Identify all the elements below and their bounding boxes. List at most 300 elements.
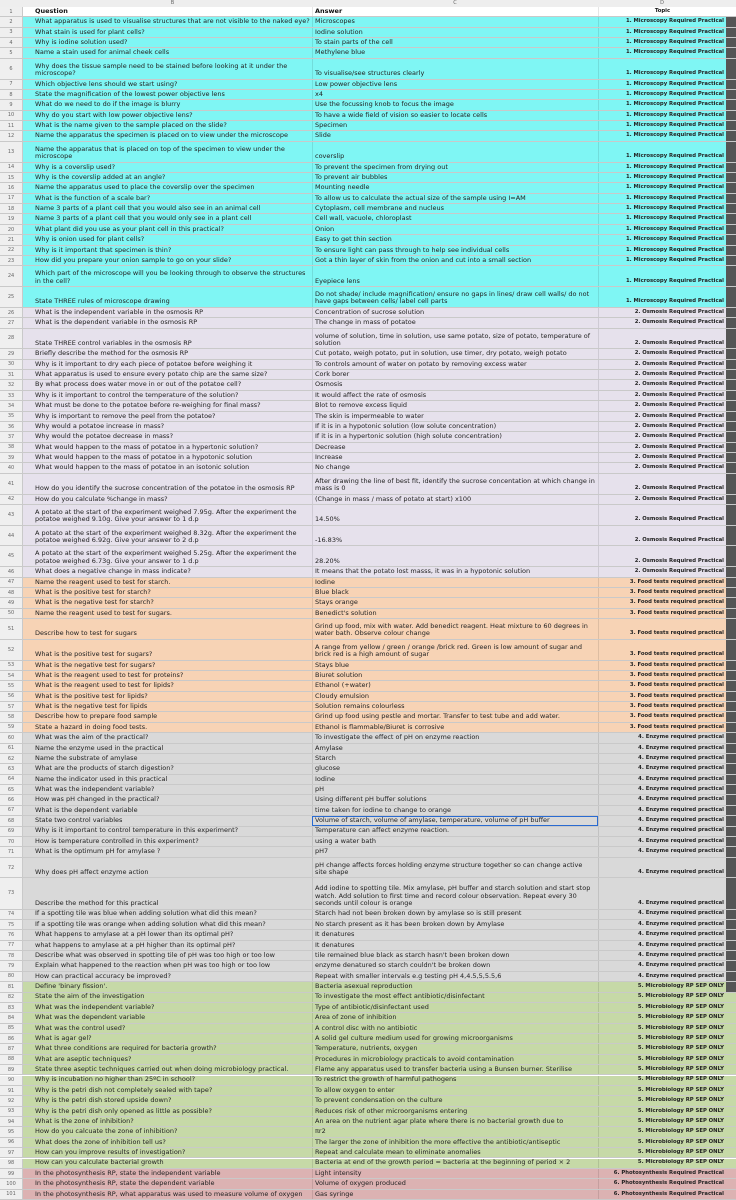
answer-cell[interactable]: 28.20% — [312, 546, 598, 566]
question-cell[interactable]: State the aim of the investigation — [35, 992, 145, 1001]
row-number[interactable]: 54 — [0, 671, 23, 680]
topic-cell[interactable]: 3. Food tests required practical — [598, 671, 726, 680]
topic-cell[interactable]: 2. Osmosis Required Practical — [598, 401, 726, 410]
row-number[interactable]: 7 — [0, 80, 23, 89]
topic-cell[interactable]: 1. Microscopy Required Practical — [598, 163, 726, 172]
topic-cell[interactable]: 3. Food tests required practical — [598, 578, 726, 587]
row-number[interactable]: 99 — [0, 1169, 23, 1178]
table-row[interactable] — [0, 266, 736, 287]
table-row[interactable] — [0, 131, 736, 141]
question-cell[interactable]: What do we need to do if the image is blurry — [35, 100, 181, 109]
row-number[interactable]: 2 — [0, 17, 23, 26]
question-cell[interactable]: Name a stain used for animal cheek cells — [35, 48, 170, 57]
topic-cell[interactable]: 5. Microbiology RP SEP ONLY — [598, 982, 726, 991]
question-cell[interactable]: Describe the method for this practical — [35, 899, 159, 908]
row-number[interactable]: 27 — [0, 318, 23, 327]
row-number[interactable]: 71 — [0, 847, 23, 856]
table-row[interactable] — [0, 827, 736, 837]
table-row[interactable] — [0, 443, 736, 453]
answer-cell[interactable]: using a water bath — [312, 837, 598, 846]
answer-cell[interactable]: Slide — [312, 131, 598, 140]
row-number[interactable]: 5 — [0, 48, 23, 57]
table-row[interactable] — [0, 28, 736, 38]
row-number[interactable]: 17 — [0, 194, 23, 203]
topic-cell[interactable]: 5. Microbiology RP SEP ONLY — [598, 1127, 726, 1136]
topic-cell[interactable]: 1. Microscopy Required Practical — [598, 204, 726, 213]
answer-cell[interactable]: No starch present as it has been broken down by Amylase — [312, 920, 598, 929]
answer-cell[interactable]: To stain parts of the cell — [312, 38, 598, 47]
row-number[interactable]: 80 — [0, 972, 23, 981]
topic-cell[interactable]: 5. Microbiology RP SEP ONLY — [598, 1086, 726, 1095]
row-number[interactable]: 75 — [0, 920, 23, 929]
table-row[interactable] — [0, 287, 736, 308]
row-number[interactable]: 23 — [0, 256, 23, 265]
question-cell[interactable]: What is agar gel? — [35, 1034, 92, 1042]
answer-cell[interactable]: Onion — [312, 225, 598, 234]
topic-cell[interactable]: 1. Microscopy Required Practical — [598, 38, 726, 47]
row-number[interactable]: 70 — [0, 837, 23, 846]
question-cell[interactable]: Why is the petri dish only opened as little as possible? — [35, 1106, 212, 1115]
table-row[interactable] — [0, 163, 736, 173]
table-row[interactable] — [0, 878, 736, 909]
question-cell[interactable]: In the photosynthesis RP, what apparatus was used to measure volume of oxygen — [35, 1189, 303, 1198]
topic-cell[interactable]: 3. Food tests required practical — [598, 598, 726, 607]
answer-cell[interactable]: Use the focussing knob to focus the image — [312, 100, 598, 109]
row-number[interactable]: 98 — [0, 1159, 23, 1168]
answer-cell[interactable]: Area of zone of inhibition — [312, 1013, 598, 1022]
row-number[interactable]: 15 — [0, 173, 23, 182]
row-number[interactable]: 59 — [0, 723, 23, 732]
answer-cell[interactable]: Got a thin layer of skin from the onion and cut into a small section — [312, 256, 598, 265]
topic-cell[interactable]: 2. Osmosis Required Practical — [598, 463, 726, 472]
row-number[interactable]: 29 — [0, 349, 23, 358]
answer-cell[interactable]: Blot to remove excess liquid — [312, 401, 598, 410]
answer-cell[interactable]: It denatures — [312, 941, 598, 950]
table-row[interactable] — [0, 837, 736, 847]
table-row[interactable] — [0, 1044, 736, 1054]
topic-cell[interactable]: 2. Osmosis Required Practical — [598, 453, 726, 462]
question-cell[interactable]: Why is onion used for plant cells? — [35, 235, 145, 244]
table-row[interactable] — [0, 225, 736, 235]
row-number[interactable]: 66 — [0, 795, 23, 804]
question-cell[interactable]: Name the apparatus that is placed on top of the specimen to view under the microscope — [35, 144, 285, 161]
answer-cell[interactable]: Methylene blue — [312, 48, 598, 57]
table-row[interactable] — [0, 214, 736, 224]
topic-cell[interactable]: 4. Enzyme required practical — [598, 920, 726, 929]
table-row[interactable] — [0, 1024, 736, 1034]
answer-cell[interactable]: To investigate the most effect antibiotic/disinfectant — [312, 993, 598, 1002]
table-row[interactable] — [0, 712, 736, 722]
row-number[interactable]: 20 — [0, 225, 23, 234]
row-number[interactable]: 96 — [0, 1138, 23, 1147]
table-row[interactable] — [0, 941, 736, 951]
topic-cell[interactable]: Topic — [598, 7, 726, 16]
answer-cell[interactable]: To restrict the growth of harmful pathogens — [312, 1076, 598, 1085]
topic-cell[interactable]: 2. Osmosis Required Practical — [598, 443, 726, 452]
question-cell[interactable]: What happens to amylase at a pH lower than its optimal pH? — [35, 930, 234, 939]
question-cell[interactable]: Why is a coverslip used? — [35, 162, 116, 171]
question-cell[interactable]: What would happen to the mass of potatoe in a hypertonic solution? — [35, 442, 259, 451]
question-cell[interactable]: Why would a potatoe increase in mass? — [35, 421, 165, 430]
row-number[interactable]: 74 — [0, 910, 23, 919]
topic-cell[interactable]: 4. Enzyme required practical — [598, 847, 726, 856]
row-number[interactable]: 88 — [0, 1055, 23, 1064]
question-cell[interactable]: How do you calculate %change in mass? — [35, 494, 168, 503]
topic-cell[interactable]: 4. Enzyme required practical — [598, 878, 726, 908]
table-row[interactable] — [0, 1190, 736, 1200]
question-cell[interactable]: How do you calcuate the zone of inhibition? — [35, 1127, 178, 1136]
question-cell[interactable]: Name the reagent used to test for starch. — [35, 577, 171, 586]
row-number[interactable]: 89 — [0, 1065, 23, 1074]
table-row[interactable] — [0, 183, 736, 193]
question-cell[interactable]: Name the substrate of amylase — [35, 753, 138, 762]
row-number[interactable]: 93 — [0, 1107, 23, 1116]
table-row[interactable] — [0, 194, 736, 204]
table-row[interactable] — [0, 546, 736, 567]
row-number[interactable]: 33 — [0, 391, 23, 400]
table-row[interactable] — [0, 48, 736, 58]
table-row[interactable] — [0, 256, 736, 266]
question-cell[interactable]: Name 3 parts of a plant cell that you would only see in a plant cell — [35, 214, 252, 223]
answer-cell[interactable]: A range from yellow / green / orange /brick red. Green is low amount of sugar and brick red is a high amount of sugar — [312, 640, 598, 660]
answer-cell[interactable]: Light intensity — [312, 1169, 598, 1178]
question-cell[interactable]: Describe how to prepare food sample — [35, 712, 158, 721]
answer-cell[interactable]: To visualise/see structures clearly — [312, 59, 598, 79]
question-cell[interactable]: what happens to amylase at a pH higher than its optimal pH? — [35, 940, 236, 949]
row-number[interactable]: 39 — [0, 453, 23, 462]
row-number[interactable]: 100 — [0, 1179, 23, 1188]
table-row[interactable] — [0, 785, 736, 795]
topic-cell[interactable]: 3. Food tests required practical — [598, 681, 726, 690]
answer-cell[interactable]: Do not shade/ include magnification/ ensure no gaps in lines/ draw cell walls/ do not have gaps between cells/ label cell parts — [312, 287, 598, 307]
row-number[interactable]: 68 — [0, 816, 23, 825]
row-number[interactable]: 28 — [0, 329, 23, 349]
question-cell[interactable]: What is the name given to the sample placed on the slide? — [35, 121, 227, 130]
answer-cell[interactable]: coverslip — [312, 142, 598, 162]
table-row[interactable] — [0, 173, 736, 183]
table-row[interactable] — [0, 59, 736, 80]
answer-cell[interactable]: glucose — [312, 764, 598, 773]
answer-cell[interactable]: Starch — [312, 754, 598, 763]
topic-cell[interactable]: 1. Microscopy Required Practical — [598, 111, 726, 120]
topic-cell[interactable]: 4. Enzyme required practical — [598, 816, 726, 825]
table-row[interactable] — [0, 920, 736, 930]
table-row[interactable] — [0, 733, 736, 743]
answer-cell[interactable]: Blue black — [312, 588, 598, 597]
topic-cell[interactable]: 1. Microscopy Required Practical — [598, 28, 726, 37]
question-cell[interactable]: Name the apparatus used to place the coverslip over the specimen — [35, 183, 255, 192]
table-row[interactable] — [0, 1138, 736, 1148]
answer-cell[interactable]: pH — [312, 785, 598, 794]
answer-cell[interactable]: To allow oxygen to enter — [312, 1086, 598, 1095]
topic-cell[interactable]: 4. Enzyme required practical — [598, 972, 726, 981]
table-row[interactable] — [0, 578, 736, 588]
table-row[interactable] — [0, 1148, 736, 1158]
row-number[interactable]: 94 — [0, 1117, 23, 1126]
answer-cell[interactable]: Starch had not been broken down by amylase so is still present — [312, 910, 598, 919]
table-row[interactable] — [0, 1003, 736, 1013]
column-header-c[interactable]: C — [453, 0, 457, 6]
row-number[interactable]: 92 — [0, 1096, 23, 1105]
question-cell[interactable]: What was the independent variable? — [35, 1002, 155, 1011]
answer-cell[interactable]: To prevent condensation on the culture — [312, 1096, 598, 1105]
topic-cell[interactable]: 3. Food tests required practical — [598, 588, 726, 597]
question-cell[interactable]: What is the optimum pH for amylase ? — [35, 847, 161, 856]
answer-cell[interactable]: Iodine — [312, 578, 598, 587]
table-row[interactable] — [0, 661, 736, 671]
answer-cell[interactable]: Add iodine to spotting tile. Mix amylase, pH buffer and starch solution and start stop watch. Add solution to first time and record colour observation. Repeat every 30 seconds until colour is orange — [312, 878, 598, 908]
table-row[interactable] — [0, 474, 736, 495]
table-row[interactable] — [0, 1159, 736, 1169]
topic-cell[interactable]: 5. Microbiology RP SEP ONLY — [598, 1013, 726, 1022]
topic-cell[interactable]: 2. Osmosis Required Practical — [598, 495, 726, 504]
answer-cell[interactable]: To controls amount of water on potato by removing excess water — [312, 360, 598, 369]
question-cell[interactable]: Question — [35, 7, 68, 15]
topic-cell[interactable]: 2. Osmosis Required Practical — [598, 391, 726, 400]
table-row[interactable] — [0, 598, 736, 608]
table-row[interactable] — [0, 329, 736, 350]
answer-cell[interactable]: To ensure light can pass through to help see individual cells — [312, 246, 598, 255]
question-cell[interactable]: If a spotting tile was orange when adding solution what did this mean? — [35, 919, 266, 928]
table-row[interactable] — [0, 993, 736, 1003]
answer-cell[interactable]: Mounting needle — [312, 183, 598, 192]
question-cell[interactable]: Why is it important to control the temperature of the solution? — [35, 390, 239, 399]
topic-cell[interactable]: 1. Microscopy Required Practical — [598, 183, 726, 192]
answer-cell[interactable]: Solution remains colourless — [312, 702, 598, 711]
question-cell[interactable]: What three conditions are required for bacteria growth? — [35, 1044, 217, 1053]
topic-cell[interactable]: 5. Microbiology RP SEP ONLY — [598, 1065, 726, 1074]
row-number[interactable]: 38 — [0, 443, 23, 452]
topic-cell[interactable]: 2. Osmosis Required Practical — [598, 308, 726, 317]
question-cell[interactable]: How did you prepare your onion sample to go on your slide? — [35, 255, 232, 264]
answer-cell[interactable]: time taken for iodine to change to orange — [312, 806, 598, 815]
row-number[interactable]: 19 — [0, 214, 23, 223]
topic-cell[interactable]: 2. Osmosis Required Practical — [598, 370, 726, 379]
row-number[interactable]: 18 — [0, 204, 23, 213]
topic-cell[interactable]: 4. Enzyme required practical — [598, 754, 726, 763]
answer-cell[interactable]: πr2 — [312, 1127, 598, 1136]
row-number[interactable]: 4 — [0, 38, 23, 47]
table-row[interactable] — [0, 17, 736, 27]
topic-cell[interactable]: 2. Osmosis Required Practical — [598, 474, 726, 494]
topic-cell[interactable]: 2. Osmosis Required Practical — [598, 412, 726, 421]
question-cell[interactable]: State the magnification of the lowest power objective lens — [35, 89, 225, 98]
row-number[interactable]: 50 — [0, 609, 23, 618]
question-cell[interactable]: What was the control used? — [35, 1023, 126, 1032]
topic-cell[interactable]: 1. Microscopy Required Practical — [598, 287, 726, 307]
answer-cell[interactable]: Bacteria asexual reproduction — [312, 982, 598, 991]
topic-cell[interactable]: 3. Food tests required practical — [598, 692, 726, 701]
topic-cell[interactable]: 3. Food tests required practical — [598, 723, 726, 732]
topic-cell[interactable]: 1. Microscopy Required Practical — [598, 173, 726, 182]
question-cell[interactable]: What plant did you use as your plant cell in this practical? — [35, 224, 224, 233]
row-number[interactable]: 43 — [0, 505, 23, 525]
topic-cell[interactable]: 6. Photosynthesis Required Practical — [598, 1190, 726, 1199]
column-header-d[interactable]: D — [660, 0, 664, 6]
topic-cell[interactable]: 2. Osmosis Required Practical — [598, 360, 726, 369]
answer-cell[interactable]: Cell wall, vacuole, chloroplast — [312, 214, 598, 223]
answer-cell[interactable]: Increase — [312, 453, 598, 462]
row-number[interactable]: 90 — [0, 1076, 23, 1085]
row-number[interactable]: 85 — [0, 1024, 23, 1033]
answer-cell[interactable]: volume of solution, time in solution, use same potato, size of potato, temperature of solution — [312, 329, 598, 349]
table-row[interactable] — [0, 1127, 736, 1137]
row-number[interactable]: 65 — [0, 785, 23, 794]
answer-cell[interactable]: Using different pH buffer solutions — [312, 795, 598, 804]
question-cell[interactable]: How do you identify the sucrose concentration of the potatoe in the osmosis RP — [35, 484, 295, 493]
table-row[interactable] — [0, 744, 736, 754]
answer-cell[interactable]: Procedures in microbiology practicals to avoid contamination — [312, 1055, 598, 1064]
row-number[interactable]: 24 — [0, 266, 23, 286]
question-cell[interactable]: Name 3 parts of a plant cell that you would also see in an animal cell — [35, 204, 261, 213]
question-cell[interactable]: What is the reagent used to test for proteins? — [35, 670, 184, 679]
answer-cell[interactable]: Answer — [312, 7, 598, 16]
topic-cell[interactable]: 4. Enzyme required practical — [598, 930, 726, 939]
answer-cell[interactable]: A solid gel culture medium used for growing microorganisms — [312, 1034, 598, 1043]
table-row[interactable] — [0, 681, 736, 691]
row-number[interactable]: 51 — [0, 619, 23, 639]
answer-cell[interactable]: Cloudy emulsion — [312, 692, 598, 701]
question-cell[interactable]: Why is the petri dish not completely sealed with tape? — [35, 1085, 213, 1094]
answer-cell[interactable]: (Change in mass / mass of potato at start) x100 — [312, 495, 598, 504]
row-number[interactable]: 6 — [0, 59, 23, 79]
table-row[interactable] — [0, 567, 736, 577]
question-cell[interactable]: What would happen to the mass of potatoe in an isotonic solution — [35, 463, 250, 472]
answer-cell[interactable]: Reduces risk of other microorganisms entering — [312, 1107, 598, 1116]
topic-cell[interactable]: 1. Microscopy Required Practical — [598, 131, 726, 140]
topic-cell[interactable]: 5. Microbiology RP SEP ONLY — [598, 1159, 726, 1168]
answer-cell[interactable]: Stays blue — [312, 661, 598, 670]
table-row[interactable] — [0, 432, 736, 442]
table-row[interactable] — [0, 764, 736, 774]
table-row[interactable] — [0, 401, 736, 411]
question-cell[interactable]: If a spotting tile was blue when adding solution what did this mean? — [35, 909, 257, 918]
topic-cell[interactable]: 6. Photosynthesis Required Practical — [598, 1169, 726, 1178]
topic-cell[interactable]: 4. Enzyme required practical — [598, 910, 726, 919]
row-number[interactable]: 32 — [0, 380, 23, 389]
table-row[interactable] — [0, 1076, 736, 1086]
row-number[interactable]: 31 — [0, 370, 23, 379]
question-cell[interactable]: Why is it important that specimen is thin? — [35, 245, 172, 254]
row-number[interactable]: 26 — [0, 308, 23, 317]
answer-cell[interactable]: To have a wide field of vision so easier to locate cells — [312, 111, 598, 120]
table-row[interactable] — [0, 308, 736, 318]
question-cell[interactable]: How was pH changed in the practical? — [35, 795, 160, 804]
row-number[interactable]: 36 — [0, 422, 23, 431]
topic-cell[interactable]: 5. Microbiology RP SEP ONLY — [598, 1003, 726, 1012]
topic-cell[interactable]: 1. Microscopy Required Practical — [598, 225, 726, 234]
topic-cell[interactable]: 6. Photosynthesis Required Practical — [598, 1179, 726, 1188]
topic-cell[interactable]: 1. Microscopy Required Practical — [598, 80, 726, 89]
topic-cell[interactable]: 4. Enzyme required practical — [598, 806, 726, 815]
table-row[interactable] — [0, 142, 736, 163]
topic-cell[interactable]: 2. Osmosis Required Practical — [598, 349, 726, 358]
topic-cell[interactable]: 4. Enzyme required practical — [598, 744, 726, 753]
topic-cell[interactable]: 5. Microbiology RP SEP ONLY — [598, 1024, 726, 1033]
row-number[interactable]: 76 — [0, 930, 23, 939]
answer-cell[interactable]: Microscopes — [312, 17, 598, 26]
question-cell[interactable]: Name the reagent used to test for sugars. — [35, 608, 172, 617]
answer-cell[interactable]: The larger the zone of inhibition the more effective the antibiotic/antiseptic — [312, 1138, 598, 1147]
topic-cell[interactable]: 1. Microscopy Required Practical — [598, 214, 726, 223]
row-number[interactable]: 61 — [0, 744, 23, 753]
table-row[interactable] — [0, 349, 736, 359]
table-row[interactable] — [0, 930, 736, 940]
question-cell[interactable]: State THREE rules of microscope drawing — [35, 297, 170, 306]
row-number[interactable]: 55 — [0, 681, 23, 690]
answer-cell[interactable]: To investigate the effect of pH on enzyme reaction — [312, 733, 598, 742]
row-number[interactable]: 81 — [0, 982, 23, 991]
row-number[interactable]: 67 — [0, 806, 23, 815]
table-row[interactable] — [0, 775, 736, 785]
topic-cell[interactable]: 1. Microscopy Required Practical — [598, 256, 726, 265]
topic-cell[interactable]: 4. Enzyme required practical — [598, 837, 726, 846]
topic-cell[interactable]: 5. Microbiology RP SEP ONLY — [598, 1034, 726, 1043]
row-number[interactable]: 49 — [0, 598, 23, 607]
row-number[interactable]: 57 — [0, 702, 23, 711]
question-cell[interactable]: What is the negative test for lipids — [35, 702, 148, 710]
row-number[interactable]: 53 — [0, 661, 23, 670]
row-number[interactable]: 30 — [0, 360, 23, 369]
topic-cell[interactable]: 5. Microbiology RP SEP ONLY — [598, 1148, 726, 1157]
topic-cell[interactable]: 4. Enzyme required practical — [598, 775, 726, 784]
question-cell[interactable]: A potato at the start of the experiment weighed 8.32g. After the experiment the potatoe weighed 6.92g. Give your answer to 2 d.p — [35, 528, 297, 545]
table-row[interactable] — [0, 961, 736, 971]
header-row[interactable] — [0, 7, 736, 17]
topic-cell[interactable]: 3. Food tests required practical — [598, 609, 726, 618]
topic-cell[interactable]: 5. Microbiology RP SEP ONLY — [598, 1055, 726, 1064]
question-cell[interactable]: Why is it important to control temperature in this experiment? — [35, 826, 239, 835]
answer-cell[interactable]: x4 — [312, 90, 598, 99]
topic-cell[interactable]: 4. Enzyme required practical — [598, 858, 726, 878]
question-cell[interactable]: What is the dependent variable in the osmosis RP — [35, 318, 198, 327]
question-cell[interactable]: What is the negative test for starch? — [35, 598, 154, 607]
question-cell[interactable]: What is the positive test for starch? — [35, 587, 151, 596]
table-row[interactable] — [0, 80, 736, 90]
row-number[interactable]: 87 — [0, 1044, 23, 1053]
table-row[interactable] — [0, 391, 736, 401]
row-number[interactable]: 3 — [0, 28, 23, 37]
topic-cell[interactable]: 4. Enzyme required practical — [598, 961, 726, 970]
topic-cell[interactable]: 1. Microscopy Required Practical — [598, 266, 726, 286]
table-row[interactable] — [0, 370, 736, 380]
row-number[interactable]: 78 — [0, 951, 23, 960]
row-number[interactable]: 63 — [0, 764, 23, 773]
row-number[interactable]: 72 — [0, 858, 23, 878]
question-cell[interactable]: In the photosynthesis RP, state the dependent variable — [35, 1179, 215, 1188]
table-row[interactable] — [0, 982, 736, 992]
topic-cell[interactable]: 1. Microscopy Required Practical — [598, 100, 726, 109]
table-row[interactable] — [0, 640, 736, 661]
question-cell[interactable]: Why does the tissue sample need to be stained before looking at it under the microscope? — [35, 61, 288, 78]
table-row[interactable] — [0, 1117, 736, 1127]
row-number[interactable]: 58 — [0, 712, 23, 721]
question-cell[interactable]: What was the dependent variable — [35, 1013, 146, 1022]
row-number[interactable]: 42 — [0, 495, 23, 504]
answer-cell[interactable]: The change in mass of potatoe — [312, 318, 598, 327]
question-cell[interactable]: Why does pH affect enzyme action — [35, 867, 149, 876]
row-number[interactable]: 97 — [0, 1148, 23, 1157]
table-row[interactable] — [0, 1065, 736, 1075]
question-cell[interactable]: State THREE control variables in the osmosis RP — [35, 338, 192, 347]
answer-cell[interactable]: It denatures — [312, 930, 598, 939]
answer-cell[interactable]: Iodine solution — [312, 28, 598, 37]
row-number[interactable]: 25 — [0, 287, 23, 307]
question-cell[interactable]: State a hazard in doing food tests. — [35, 722, 148, 731]
row-number[interactable]: 41 — [0, 474, 23, 494]
row-number[interactable]: 11 — [0, 121, 23, 130]
question-cell[interactable]: Why do you start with low power objective lens? — [35, 110, 193, 119]
